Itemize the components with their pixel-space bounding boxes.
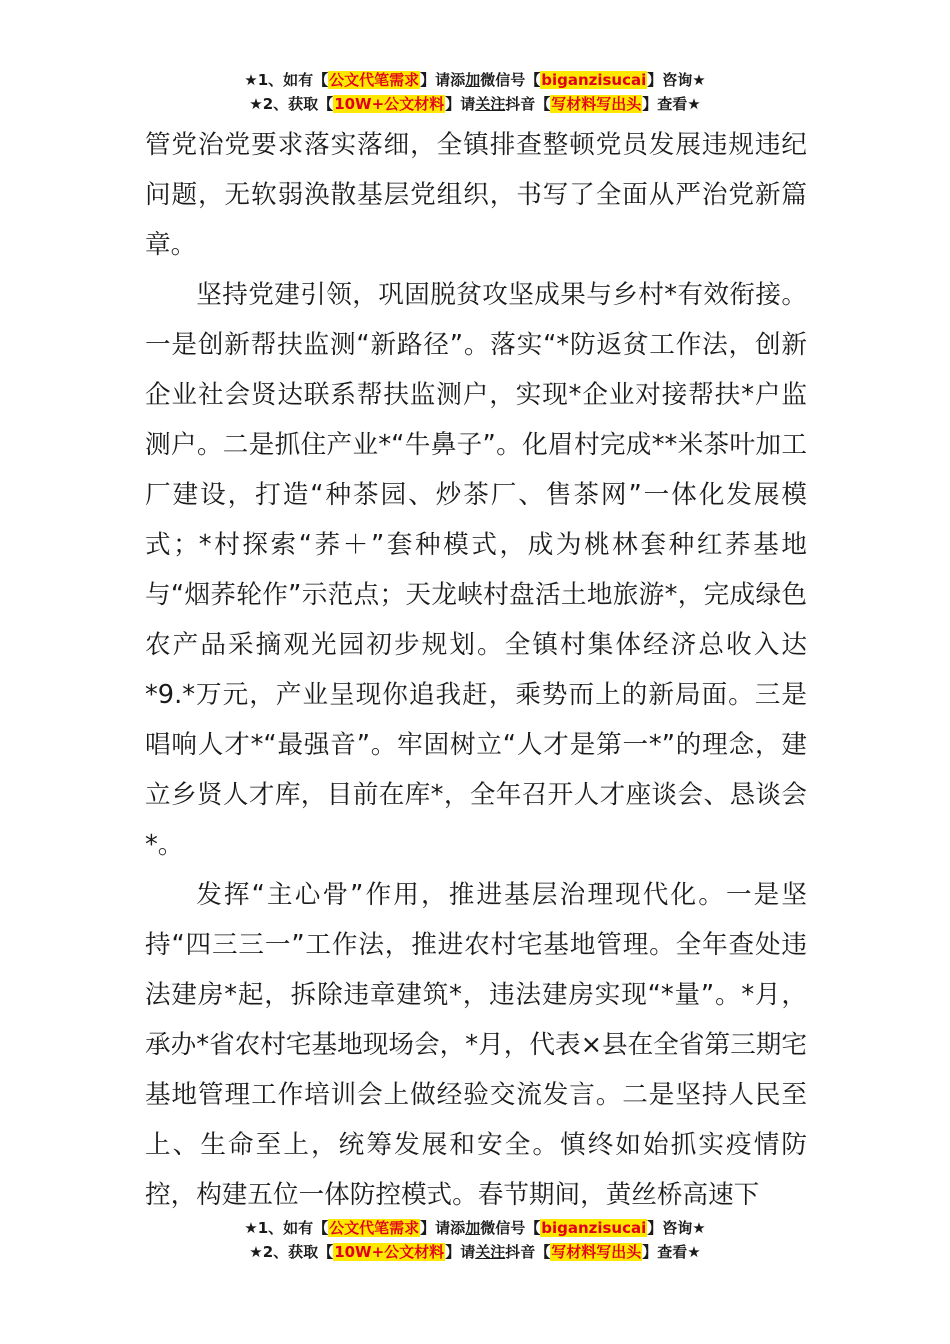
banner-text: ★1、如有【 [244, 1219, 329, 1237]
banner-text: 抖音【 [505, 1243, 551, 1261]
banner-highlight: biganzisucai [541, 71, 647, 89]
banner-line-1 [0, 1216, 950, 1240]
banner-underline: 加 [465, 71, 481, 89]
banner-highlight: 10W+公文材料 [334, 95, 445, 113]
banner-highlight: biganzisucai [541, 1219, 647, 1237]
banner-text: 】咨询★ [647, 71, 706, 89]
banner-highlight: 写材料写出头 [551, 95, 642, 113]
banner-text: 微信号【 [480, 1219, 541, 1237]
banner-text: ★2、获取【 [249, 1243, 334, 1261]
banner-line-2 [0, 92, 950, 116]
banner-underline: 关注 [475, 1243, 506, 1261]
banner-underline: 关注 [475, 95, 506, 113]
paragraph-2: 坚持党建引领，巩固脱贫攻坚成果与乡村*有效衔接。一是创新帮扶监测“新路径”。落实“*防返贫工作法，创新企业社会贤达联系帮扶监测户，实现*企业对接帮扶*户监测户。二是抓住产业*“牛鼻子”。化眉村完成**米茶叶加工厂建设，打造“种茶园、炒茶厂、售茶网”一体化发展模式；*村探索“荞＋”套种模式，成为桃林套种红荞基地与“烟荞轮作”示范点；天龙峡村盘活土地旅游*，完成绿色农产品采摘观光园初步规划。全镇村集体经济总收入达*9.*万元，产业呈现你追我赶，乘势而上的新局面。三是唱响人才*“最强音”。牢固树立“人才是第一*”的理念，建立乡贤人才库，目前在库*，全年召开人才座谈会、恳谈会*。 [145, 280, 807, 860]
banner-text: 抖音【 [505, 95, 551, 113]
banner-text: 】请添 [420, 1219, 466, 1237]
banner-line-2 [0, 1240, 950, 1264]
banner-text: 】请 [445, 1243, 476, 1261]
banner-highlight: 10W+公文材料 [334, 1243, 445, 1261]
banner-text: ★1、如有【 [244, 71, 329, 89]
footer-banner [0, 1216, 950, 1264]
banner-highlight: 公文代笔需求 [329, 71, 420, 89]
banner-text: 】请 [445, 95, 476, 113]
header-banner [0, 68, 950, 116]
banner-text: 】咨询★ [647, 1219, 706, 1237]
banner-text: 】查看★ [642, 1243, 701, 1261]
banner-line-1 [0, 68, 950, 92]
document-body [145, 120, 807, 1220]
paragraph-3: 发挥“主心骨”作用，推进基层治理现代化。一是坚持“四三三一”工作法，推进农村宅基地管理。全年查处违法建房*起，拆除违章建筑*，违法建房实现“*量”。*月，承办*省农村宅基地现场会，*月，代表×县在全省第三期宅基地管理工作培训会上做经验交流发言。二是坚持人民至上、生命至上，统筹发展和安全。慎终如始抓实疫情防控，构建五位一体防控模式。春节期间，黄丝桥高速下 [145, 880, 807, 1210]
banner-underline: 加 [465, 1219, 481, 1237]
banner-text: 】请添 [420, 71, 466, 89]
banner-text: 微信号【 [480, 71, 541, 89]
banner-highlight: 公文代笔需求 [329, 1219, 420, 1237]
banner-text: ★2、获取【 [249, 95, 334, 113]
paragraph-1: 管党治党要求落实落细，全镇排查整顿党员发展违规违纪问题，无软弱涣散基层党组织，书写了全面从严治党新篇章。 [145, 130, 807, 260]
banner-text: 】查看★ [642, 95, 701, 113]
banner-highlight: 写材料写出头 [551, 1243, 642, 1261]
